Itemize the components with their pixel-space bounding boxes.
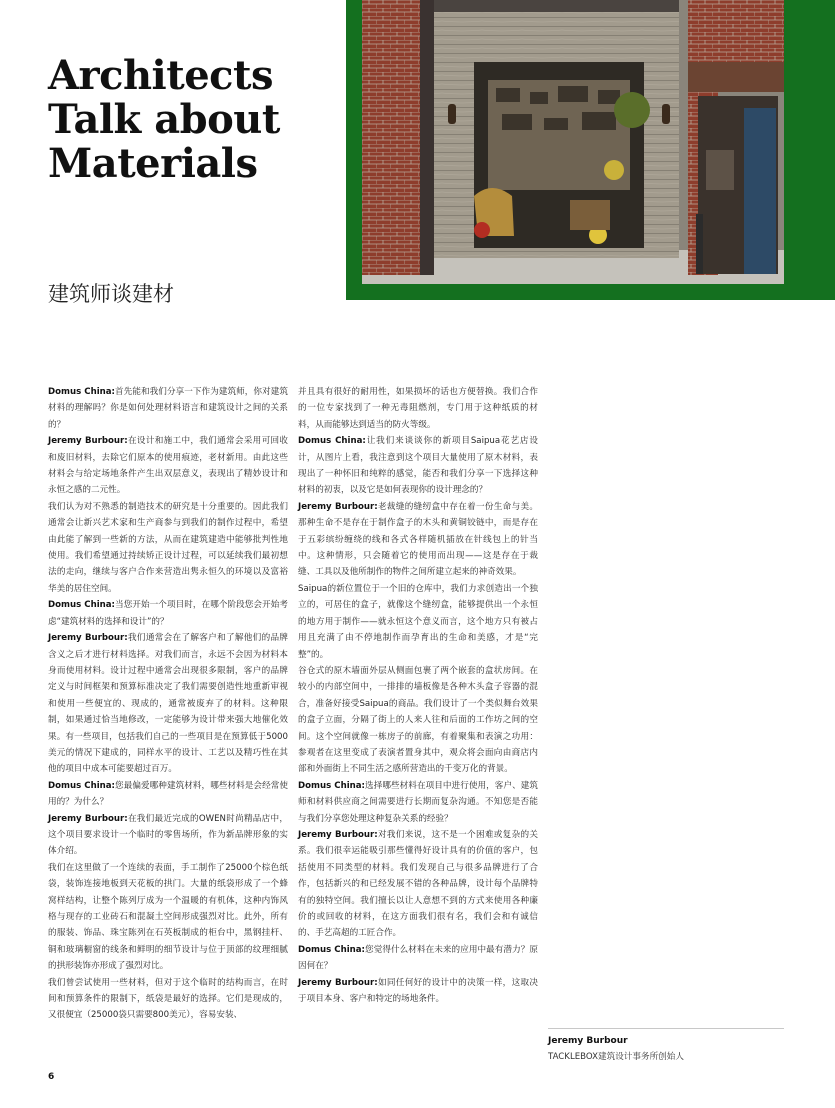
speaker-label: Jeremy Burbour: <box>298 977 378 988</box>
paragraph <box>48 778 288 811</box>
paragraph-text: 并且具有很好的耐用性，如果损坏的话也方便替换。我们合作的一位专家找到了一种无毒阻燃剂，专门用于这种纸质的材料，从而能够达到适当的防火等级。 <box>298 387 538 430</box>
paragraph-text: 如同任何好的设计中的决策一样，这取决于项目本身、客户和特定的场地条件。 <box>298 977 538 1005</box>
article-title <box>48 54 338 186</box>
speaker-label: Domus China: <box>298 780 365 791</box>
speaker-label: Jeremy Burbour: <box>298 501 378 512</box>
speaker-label: Jeremy Burbour: <box>48 436 128 447</box>
author-signature <box>548 1028 784 1065</box>
paragraph <box>298 778 538 827</box>
paragraph-text: 谷仓式的原木墙面外层从侧面包裹了两个嵌套的盒状房间。在较小的内部空间中，一排排的墙板像是各种木头盒子容器的混合，准备好接受Saipua的商品。我们设计了一个类似舞台效果的盒子立面，分隔了街上的人来人往和后面的工作坊之间的空间。这个空间就像一栋房子的前廊，有着聚集和表演之功用：参观者在这里变成了表演者置身其中，观众将会面向由商店内部和外面街上不同生活之感所营造出的千变万化的背景。 <box>298 665 538 775</box>
speaker-label: Domus China: <box>298 436 366 447</box>
paragraph-text: 让我们来谈谈你的新项目Saipua花艺店设计，从图片上看，我注意到这个项目大量使用了原木材料，表现出了一种怀旧和纯粹的感觉，能否和我们分享一下选择这种材料的初衷，以及它是如何表现你的设计理念的？ <box>298 436 538 496</box>
paragraph-text: 首先能和我们分享一下作为建筑师，你对建筑材料的理解吗？你是如何处理材料语言和建筑设计之间的关系的？ <box>48 387 288 430</box>
paragraph <box>298 433 538 499</box>
paragraph <box>48 433 288 499</box>
paragraph-text: 我们通常会在了解客户和了解他们的品牌含义之后才进行材料选择。对我们而言，永远不会因为材料本身而使用材料。设计过程中通常会出现很多限制，客户的品牌定义与时间框架和预算标准决定了我们需要创造性地重新审视和使用一些便宜的、现成的，通常被废弃了的材料。这种限制，如果通过恰当地修改，一定能够为设计带来强大地催化效果。有一些项目，包括我们自己的一些项目是在预算低于5000美元的情况下建成的，同样水平的设计、工艺以及精巧性在其他的项目中成本可能要超过百万。 <box>48 633 288 775</box>
paragraph-text: 在设计和施工中，我们通常会采用可回收和废旧材料，去除它们原本的使用痕迹，老材新用。由此这些材料会与给定场地条件产生出双层意义，表现出了精妙设计和永恒之感的二元性。 <box>48 436 288 496</box>
storefront-photo <box>362 0 784 284</box>
paragraph-text: 老裁缝的缝纫盒中存在着一份生命与美。那种生命不是存在于制作盒子的木头和黄铜铰链中，而是存在于五彩缤纷缠绕的线和各式各样随机插放在针线包上的针当中。这种情形，只会随着它的使用而出现——这是存在于裁缝、工具以及他所制作的物件之间所建立起来的神奇效果。 <box>298 501 538 578</box>
paragraph-text: 在我们最近完成的OWEN时尚精品店中，这个项目要求设计一个临时的零售场所，作为新品牌形象的实体介绍。 <box>48 813 288 857</box>
paragraph <box>298 499 538 581</box>
paragraph-text: 您觉得什么材料在未来的应用中最有潜力？原因何在？ <box>298 944 538 972</box>
paragraph-text: 我们认为对不熟悉的制造技术的研究是十分重要的。因此我们通常会让新兴艺术家和生产商参与到我们的制作过程中，希望由此能了解到一些新的方法，从而在建筑建造中能够批判性地使用。我们希望通过持续矫正设计过程，可以延续我们最初想法的走向，继续与客户合作来营造出隽永恒久的环境以及富裕华美的居住空间。 <box>48 501 288 594</box>
author-role: TACKLEBOX建筑设计事务所创始人 <box>548 1052 684 1062</box>
paragraph <box>298 975 538 1008</box>
paragraph-text: 选择哪些材料在项目中进行使用，客户、建筑师和材料供应商之间需要进行长期而复杂沟通。不知您是否能与我们分享您处理这种复杂关系的经验？ <box>298 780 538 824</box>
paragraph <box>298 827 538 942</box>
paragraph <box>48 811 288 860</box>
paragraph <box>298 581 538 663</box>
article-column-1 <box>48 384 288 1024</box>
paragraph-text: 我们曾尝试使用一些材料，但对于这个临时的结构而言，在时间和预算条件的限制下，纸袋是最好的选择。它们是现成的，又很便宜（25000袋只需要800美元），容易安装、 <box>48 977 288 1021</box>
speaker-label: Domus China: <box>48 600 115 611</box>
paragraph <box>48 597 288 630</box>
speaker-label: Domus China: <box>48 780 115 791</box>
speaker-label: Jeremy Burbour: <box>48 633 128 644</box>
paragraph <box>298 942 538 975</box>
author-name: Jeremy Burbour <box>548 1036 628 1046</box>
speaker-label: Jeremy Burbour: <box>298 829 378 840</box>
speaker-label: Domus China: <box>298 944 365 955</box>
paragraph-text: 您最偏爱哪种建筑材料，哪些材料是会经常使用的？为什么？ <box>48 780 288 808</box>
paragraph <box>48 499 288 597</box>
paragraph <box>48 384 288 433</box>
paragraph-text: Saipua的新位置位于一个旧的仓库中，我们力求创造出一个独立的，可居住的盒子，就像这个缝纫盒，能够提供出一个永恒的地方用于制作——就永恒这个意义而言，这个地方只有被占用且充满了由不停地制作而孕育出的生命和美感，才是“完整”的。 <box>298 583 538 660</box>
page-number: 6 <box>48 1072 55 1082</box>
paragraph-text: 对我们来说，这不是一个困难或复杂的关系。我们很幸运能吸引那些懂得好设计具有的价值的客户，包括使用不同类型的材料。我们发现自己与很多品牌进行了合作，包括新兴的和已经发展不错的各种品牌，设计每个品牌特有的独特空间。我们擅长以让人意想不到的方式来使用各种廉价的或回收的材料，在这方面我们很有名，我们会和有诚信的、手艺高超的工匠合作。 <box>298 829 538 939</box>
article-subtitle: 建筑师谈建材 <box>48 282 174 306</box>
paragraph-text: 当您开始一个项目时，在哪个阶段您会开始考虑“建筑材料的选择和设计”的？ <box>48 600 288 627</box>
paragraph <box>298 663 538 778</box>
paragraph-text: 我们在这里做了一个连续的表面，手工制作了25000个棕色纸袋，装饰连接地板到天花板的拱门。大量的纸袋形成了一个蜂窝样结构，让整个陈列厅成为一个温暖的有机体，这种内饰风格与现存的工业砖石和混凝土空间形成强烈对比。此外，所有的服装、饰品、珠宝陈列在石英板制成的柜台中，黑钢挂杆、铜和玻璃橱窗的线条和鲜明的细节设计与位于顶部的纹理细腻的拱形装饰亦形成了强烈对比。 <box>48 862 288 972</box>
paragraph <box>48 860 288 975</box>
article-column-2 <box>298 384 538 1007</box>
title-line: Architects <box>48 52 274 99</box>
speaker-label: Jeremy Burbour: <box>48 813 128 824</box>
title-line: Talk about <box>48 96 280 143</box>
paragraph <box>48 630 288 778</box>
paragraph <box>48 975 288 1024</box>
paragraph <box>298 384 538 433</box>
title-line: Materials <box>48 140 258 187</box>
speaker-label: Domus China: <box>48 387 115 397</box>
